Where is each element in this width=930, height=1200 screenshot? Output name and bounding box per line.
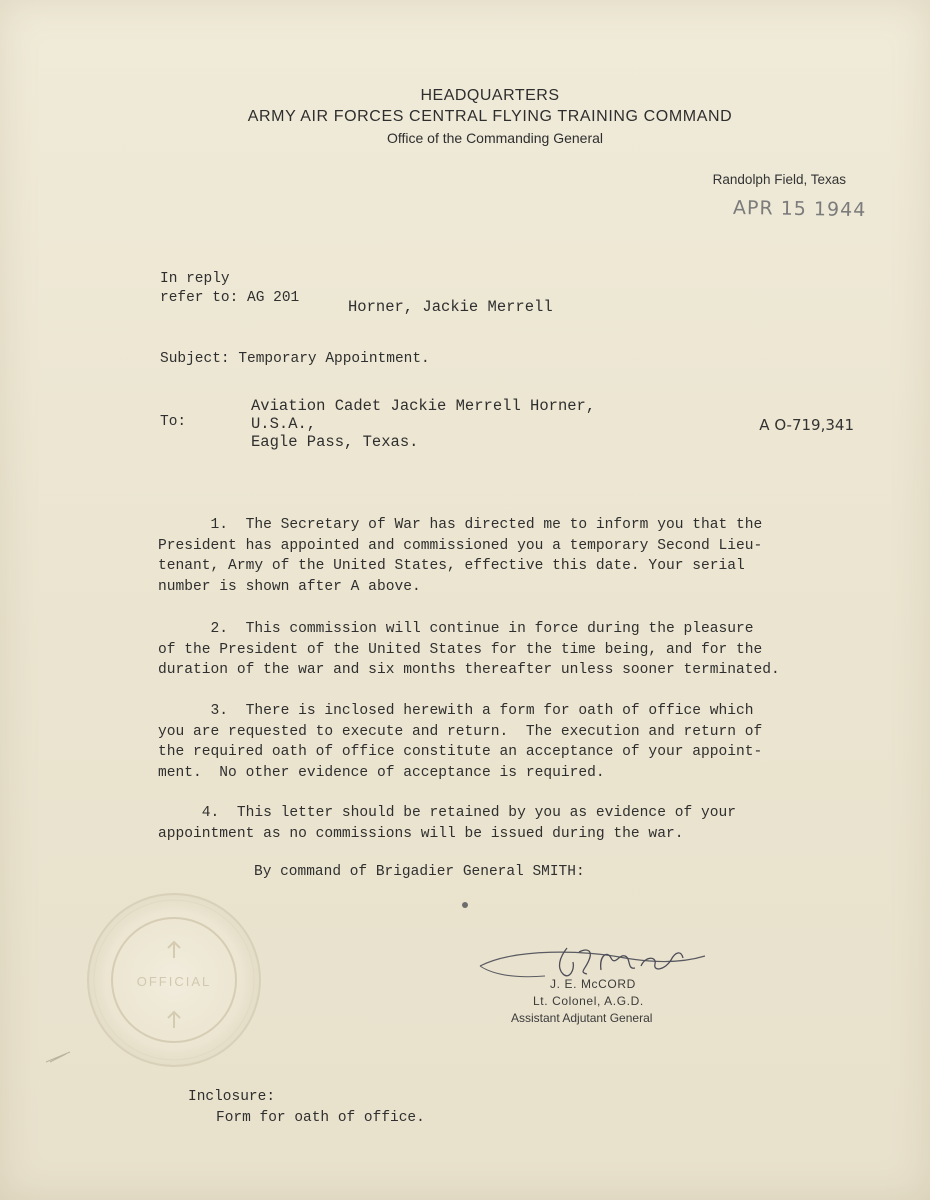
seal-text: OFFICIAL <box>136 974 212 989</box>
embossed-seal-icon <box>82 888 266 1072</box>
letterhead-command: ARMY AIR FORCES CENTRAL FLYING TRAINING COMMAND <box>247 108 733 125</box>
recipient-address <box>251 397 595 451</box>
reply-line-2: refer to: AG 201 <box>160 290 300 306</box>
paragraph-3: 3. There is inclosed herewith a form for oath of office which you are requested to execute and return. The execution and return of the required oath of office constitute an acceptance of your appoint- ment. No other evidence of acceptance is required. <box>158 703 763 781</box>
letterhead-office: Office of the Commanding General <box>386 130 604 146</box>
signature-block <box>475 936 715 1036</box>
inclosure-block <box>188 1087 425 1129</box>
place-line: Randolph Field, Texas <box>712 172 846 187</box>
address-line-2: U.S.A., <box>251 415 317 433</box>
paper-mark-icon <box>44 1050 72 1064</box>
inclosure-item: Form for oath of office. <box>216 1110 425 1126</box>
reply-line-1: In reply <box>160 271 230 287</box>
paragraph-2: 2. This commission will continue in force during the pleasure of the President of the United States for the time being, and for the duration of the war and six months thereafter unless sooner terminated. <box>158 621 780 678</box>
ink-speck <box>462 902 468 908</box>
paragraph-4: 4. This letter should be retained by you as evidence of your appointment as no commissions will be issued during the war. <box>158 805 737 842</box>
serial-number: A O-719,341 <box>759 416 854 434</box>
date-stamp: APR 15 1944 <box>732 196 867 222</box>
address-line-3: Eagle Pass, Texas. <box>251 433 419 451</box>
signer-title: Assistant Adjutant General <box>511 1011 653 1025</box>
address-line-1: Aviation Cadet Jackie Merrell Horner, <box>251 397 596 415</box>
signer-name: J. E. McCORD <box>550 977 636 991</box>
inclosure-label: Inclosure: <box>188 1089 276 1105</box>
signer-rank: Lt. Colonel, A.G.D. <box>533 994 644 1008</box>
letterhead <box>0 86 930 148</box>
closing-line: By command of Brigadier General SMITH: <box>254 864 585 880</box>
paragraph-1: 1. The Secretary of War has directed me to inform you that the President has appointed and commissioned you a temporary Second Lieu- tenant, Army of the United States, effective this date. Your serial number is shown after A above. <box>158 517 763 595</box>
to-label: To: <box>160 414 187 430</box>
letterhead-headquarters: HEADQUARTERS <box>420 87 560 104</box>
reply-reference <box>160 270 299 308</box>
subject-line: Subject: Temporary Appointment. <box>160 351 430 367</box>
reference-name: Horner, Jackie Merrell <box>348 298 553 316</box>
